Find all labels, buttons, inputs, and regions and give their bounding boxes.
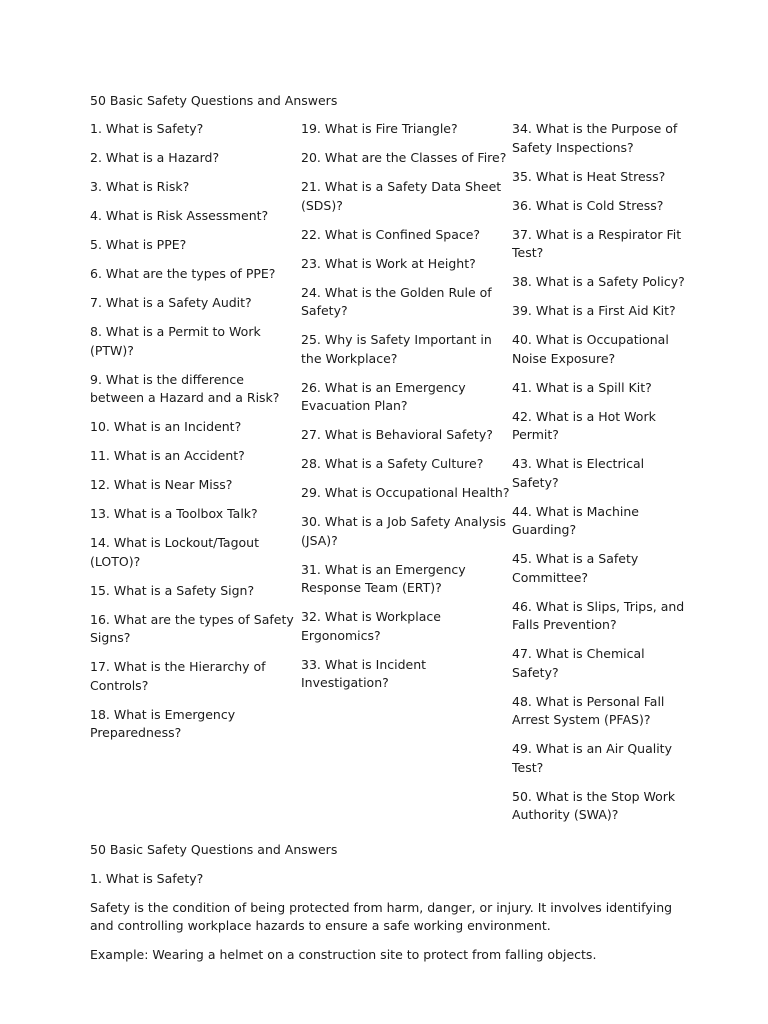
question-item: 32. What is Workplace Ergonomics? xyxy=(301,609,441,643)
question-item: 43. What is Electrical Safety? xyxy=(512,456,645,490)
question-item: 8. What is a Permit to Work (PTW)? xyxy=(90,324,261,358)
document-page xyxy=(90,92,690,975)
answer-example: Example: Wearing a helmet on a construction site to protect from falling objects. xyxy=(90,947,597,962)
question-item: 9. What is the difference between a Hazard and a Risk? xyxy=(90,371,280,405)
question-item: 1. What is Safety? xyxy=(90,121,204,136)
question-item: 20. What are the Classes of Fire? xyxy=(301,150,507,165)
question-item: 15. What is a Safety Sign? xyxy=(90,582,255,598)
question-column-1 xyxy=(90,120,301,835)
question-item: 21. What is a Safety Data Sheet (SDS)? xyxy=(301,179,502,213)
question-item: 2. What is a Hazard? xyxy=(90,150,220,165)
question-item: 12. What is Near Miss? xyxy=(90,477,233,492)
question-item: 48. What is Personal Fall Arrest System (PFAS)? xyxy=(512,693,665,727)
answer-question: 1. What is Safety? xyxy=(90,870,204,886)
question-item: 6. What are the types of PPE? xyxy=(90,266,276,281)
question-item: 34. What is the Purpose of Safety Inspections? xyxy=(512,121,678,155)
question-item: 11. What is an Accident? xyxy=(90,448,245,463)
question-item: 13. What is a Toolbox Talk? xyxy=(90,506,258,521)
question-item: 10. What is an Incident? xyxy=(90,419,242,434)
question-item: 14. What is Lockout/Tagout (LOTO)? xyxy=(90,535,260,569)
question-item: 28. What is a Safety Culture? xyxy=(301,456,484,471)
question-item: 31. What is an Emergency Response Team (ERT)? xyxy=(301,561,466,595)
question-item: 39. What is a First Aid Kit? xyxy=(512,303,676,318)
question-column-2 xyxy=(301,120,512,835)
question-item: 42. What is a Hot Work Permit? xyxy=(512,408,656,442)
question-item: 27. What is Behavioral Safety? xyxy=(301,427,493,442)
question-item: 38. What is a Safety Policy? xyxy=(512,274,685,289)
question-item: 24. What is the Golden Rule of Safety? xyxy=(301,284,492,318)
question-item: 36. What is Cold Stress? xyxy=(512,197,664,213)
question-item: 7. What is a Safety Audit? xyxy=(90,295,252,310)
question-item: 16. What are the types of Safety Signs? xyxy=(90,611,294,645)
answer-paragraph: Safety is the condition of being protected from harm, danger, or injury. It involves identifying and controlling workplace hazards to ensure a safe working environment. xyxy=(90,899,673,933)
question-item: 5. What is PPE? xyxy=(90,237,187,252)
question-item: 22. What is Confined Space? xyxy=(301,226,481,242)
question-item: 35. What is Heat Stress? xyxy=(512,168,666,184)
question-item: 19. What is Fire Triangle? xyxy=(301,121,458,136)
question-item: 25. Why is Safety Important in the Workplace? xyxy=(301,332,492,366)
question-item: 37. What is a Respirator Fit Test? xyxy=(512,226,682,260)
answers-section-title: 50 Basic Safety Questions and Answers xyxy=(90,842,338,857)
question-item: 41. What is a Spill Kit? xyxy=(512,379,652,395)
question-item: 23. What is Work at Height? xyxy=(301,255,476,271)
question-item: 40. What is Occupational Noise Exposure? xyxy=(512,332,669,366)
question-item: 47. What is Chemical Safety? xyxy=(512,646,645,680)
question-item: 49. What is an Air Quality Test? xyxy=(512,741,672,775)
question-item: 3. What is Risk? xyxy=(90,179,190,194)
question-item: 4. What is Risk Assessment? xyxy=(90,208,269,223)
question-item: 26. What is an Emergency Evacuation Plan? xyxy=(301,379,466,413)
question-item: 33. What is Incident Investigation? xyxy=(301,656,427,690)
question-item: 44. What is Machine Guarding? xyxy=(512,503,639,537)
question-item: 18. What is Emergency Preparedness? xyxy=(90,706,236,740)
question-item: 46. What is Slips, Trips, and Falls Prevention? xyxy=(512,598,685,632)
question-column-3 xyxy=(512,120,687,835)
question-columns xyxy=(90,120,690,835)
question-item: 45. What is a Safety Committee? xyxy=(512,551,639,585)
document-title: 50 Basic Safety Questions and Answers xyxy=(90,93,338,108)
question-item: 17. What is the Hierarchy of Controls? xyxy=(90,659,266,693)
question-item: 29. What is Occupational Health? xyxy=(301,485,510,500)
question-item: 50. What is the Stop Work Authority (SWA)? xyxy=(512,788,676,822)
question-item: 30. What is a Job Safety Analysis (JSA)? xyxy=(301,514,506,548)
